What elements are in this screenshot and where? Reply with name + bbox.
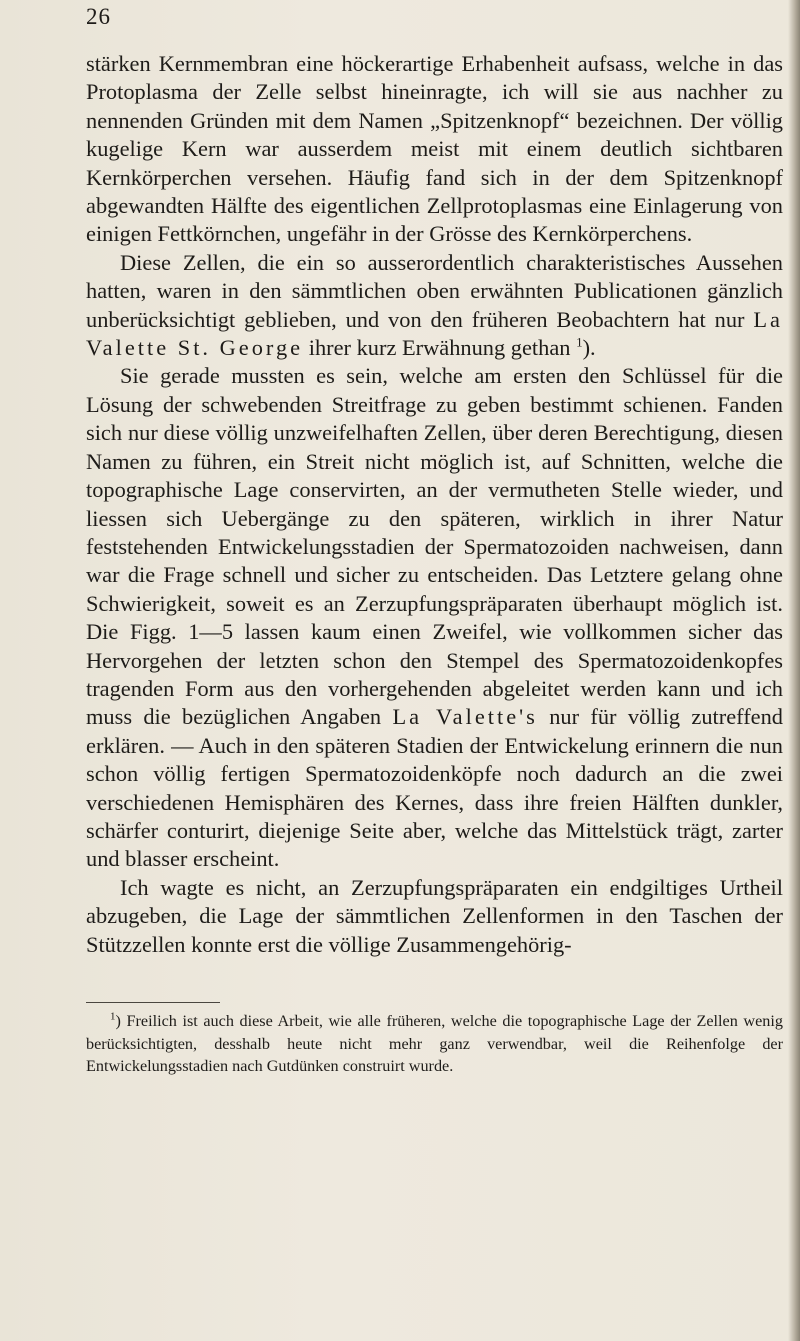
paragraph-2-end: ). [582,335,596,361]
page-number: 26 [86,4,111,29]
paragraph-2-text-cont: ihrer kurz Erwähnung gethan [308,335,571,361]
footnote-reference[interactable]: 1 [576,334,583,350]
footnote [86,1010,783,1078]
paragraph-3 [86,362,783,873]
author-name-la-valette: La Valette St. George [86,306,783,361]
footnote-mark: 1 [110,1010,116,1023]
body-text [86,50,783,959]
footnote-text: ) Freilich ist auch diese Arbeit, wie alle früheren, welche die topographische Lage der Zellen wenig berücksichtigten, desshalb heute nicht mehr ganz verwendbar, weil die Reihenfolge der Entwickelungsstadien nach Gutdünken construirt wurde. [86,1012,783,1076]
paragraph-1: stärken Kernmembran eine höckerartige Erhabenheit aufsass, welche in das Protoplasma der Zelle selbst hineinragte, ich will sie aus nachher zu nennenden Gründen mit dem Namen „Spitzenknopf“ bezeichnen. Der völlig kugelige Kern war ausserdem meist mit einem deutlich sichtbaren Kernkörperchen versehen. Häufig fand sich in der dem Spitzenknopf abgewandten Hälfte des eigentlichen Zellprotoplasmas eine Einlagerung von einigen Fettkörnchen, ungefähr in der Grösse des Kernkörperchens. [86,51,783,247]
paragraph-3-text: Sie gerade mussten es sein, welche am ersten den Schlüssel für die Lösung der schwebenden Streitfrage zu geben bestimmt schienen. Fanden sich nur diese völlig unzweifelhaften Zellen, über deren Berechtigung, diesen Namen zu führen, ein Streit nicht möglich ist, auf Schnitten, welche die topographische Lage conservirten, an der vermutheten Stelle wieder, und liessen sich Uebergänge zu den späteren, wirklich in ihrer Natur feststehenden Entwickelungsstadien der Spermatozoiden nachweisen, dann war die Frage schnell und sicher zu entscheiden. Das Letztere gelang ohne Schwierigkeit, soweit es an Zerzupfungspräparaten überhaupt möglich ist. Die Figg. 1—5 lassen kaum einen Zweifel, wie vollkommen sicher das Hervorgehen der letzten schon den Stempel des Spermatozoidenkopfes tragenden Form aus den vorhergehenden abgeleitet werden kann und ich muss die bezüglichen Angaben [86,363,783,730]
footnote-divider [86,1002,220,1003]
paragraph-2 [86,249,783,363]
paragraph-2-text: Diese Zellen, die ein so ausserordentlich charakteristisches Aussehen hatten, waren in den sämmtlichen oben erwähnten Publicationen gänzlich unberücksichtigt geblieben, und von den früheren Beobachtern hat nur [86,249,783,332]
page-edge-shadow [788,0,800,1341]
paragraph-3-text-cont: nur für völlig zutreffend erklären. — Auch in den späteren Stadien der Entwickelung erinnern die nun schon völlig fertigen Spermatozoidenköpfe noch dadurch an die zwei verschiedenen Hemisphären des Kernes, dass ihre freien Hälften dunkler, schärfer conturirt, diejenige Seite aber, welche das Mittelstück trägt, zarter und blasser erscheint. [86,704,783,872]
paragraph-4: Ich wagte es nicht, an Zerzupfungspräparaten ein endgiltiges Urtheil abzugeben, die Lage der sämmtlichen Zellenformen in den Taschen der Stützzellen konnte erst die völlige Zusammengehörig- [86,874,783,957]
author-name-la-valettes: La Valette's [392,704,538,730]
